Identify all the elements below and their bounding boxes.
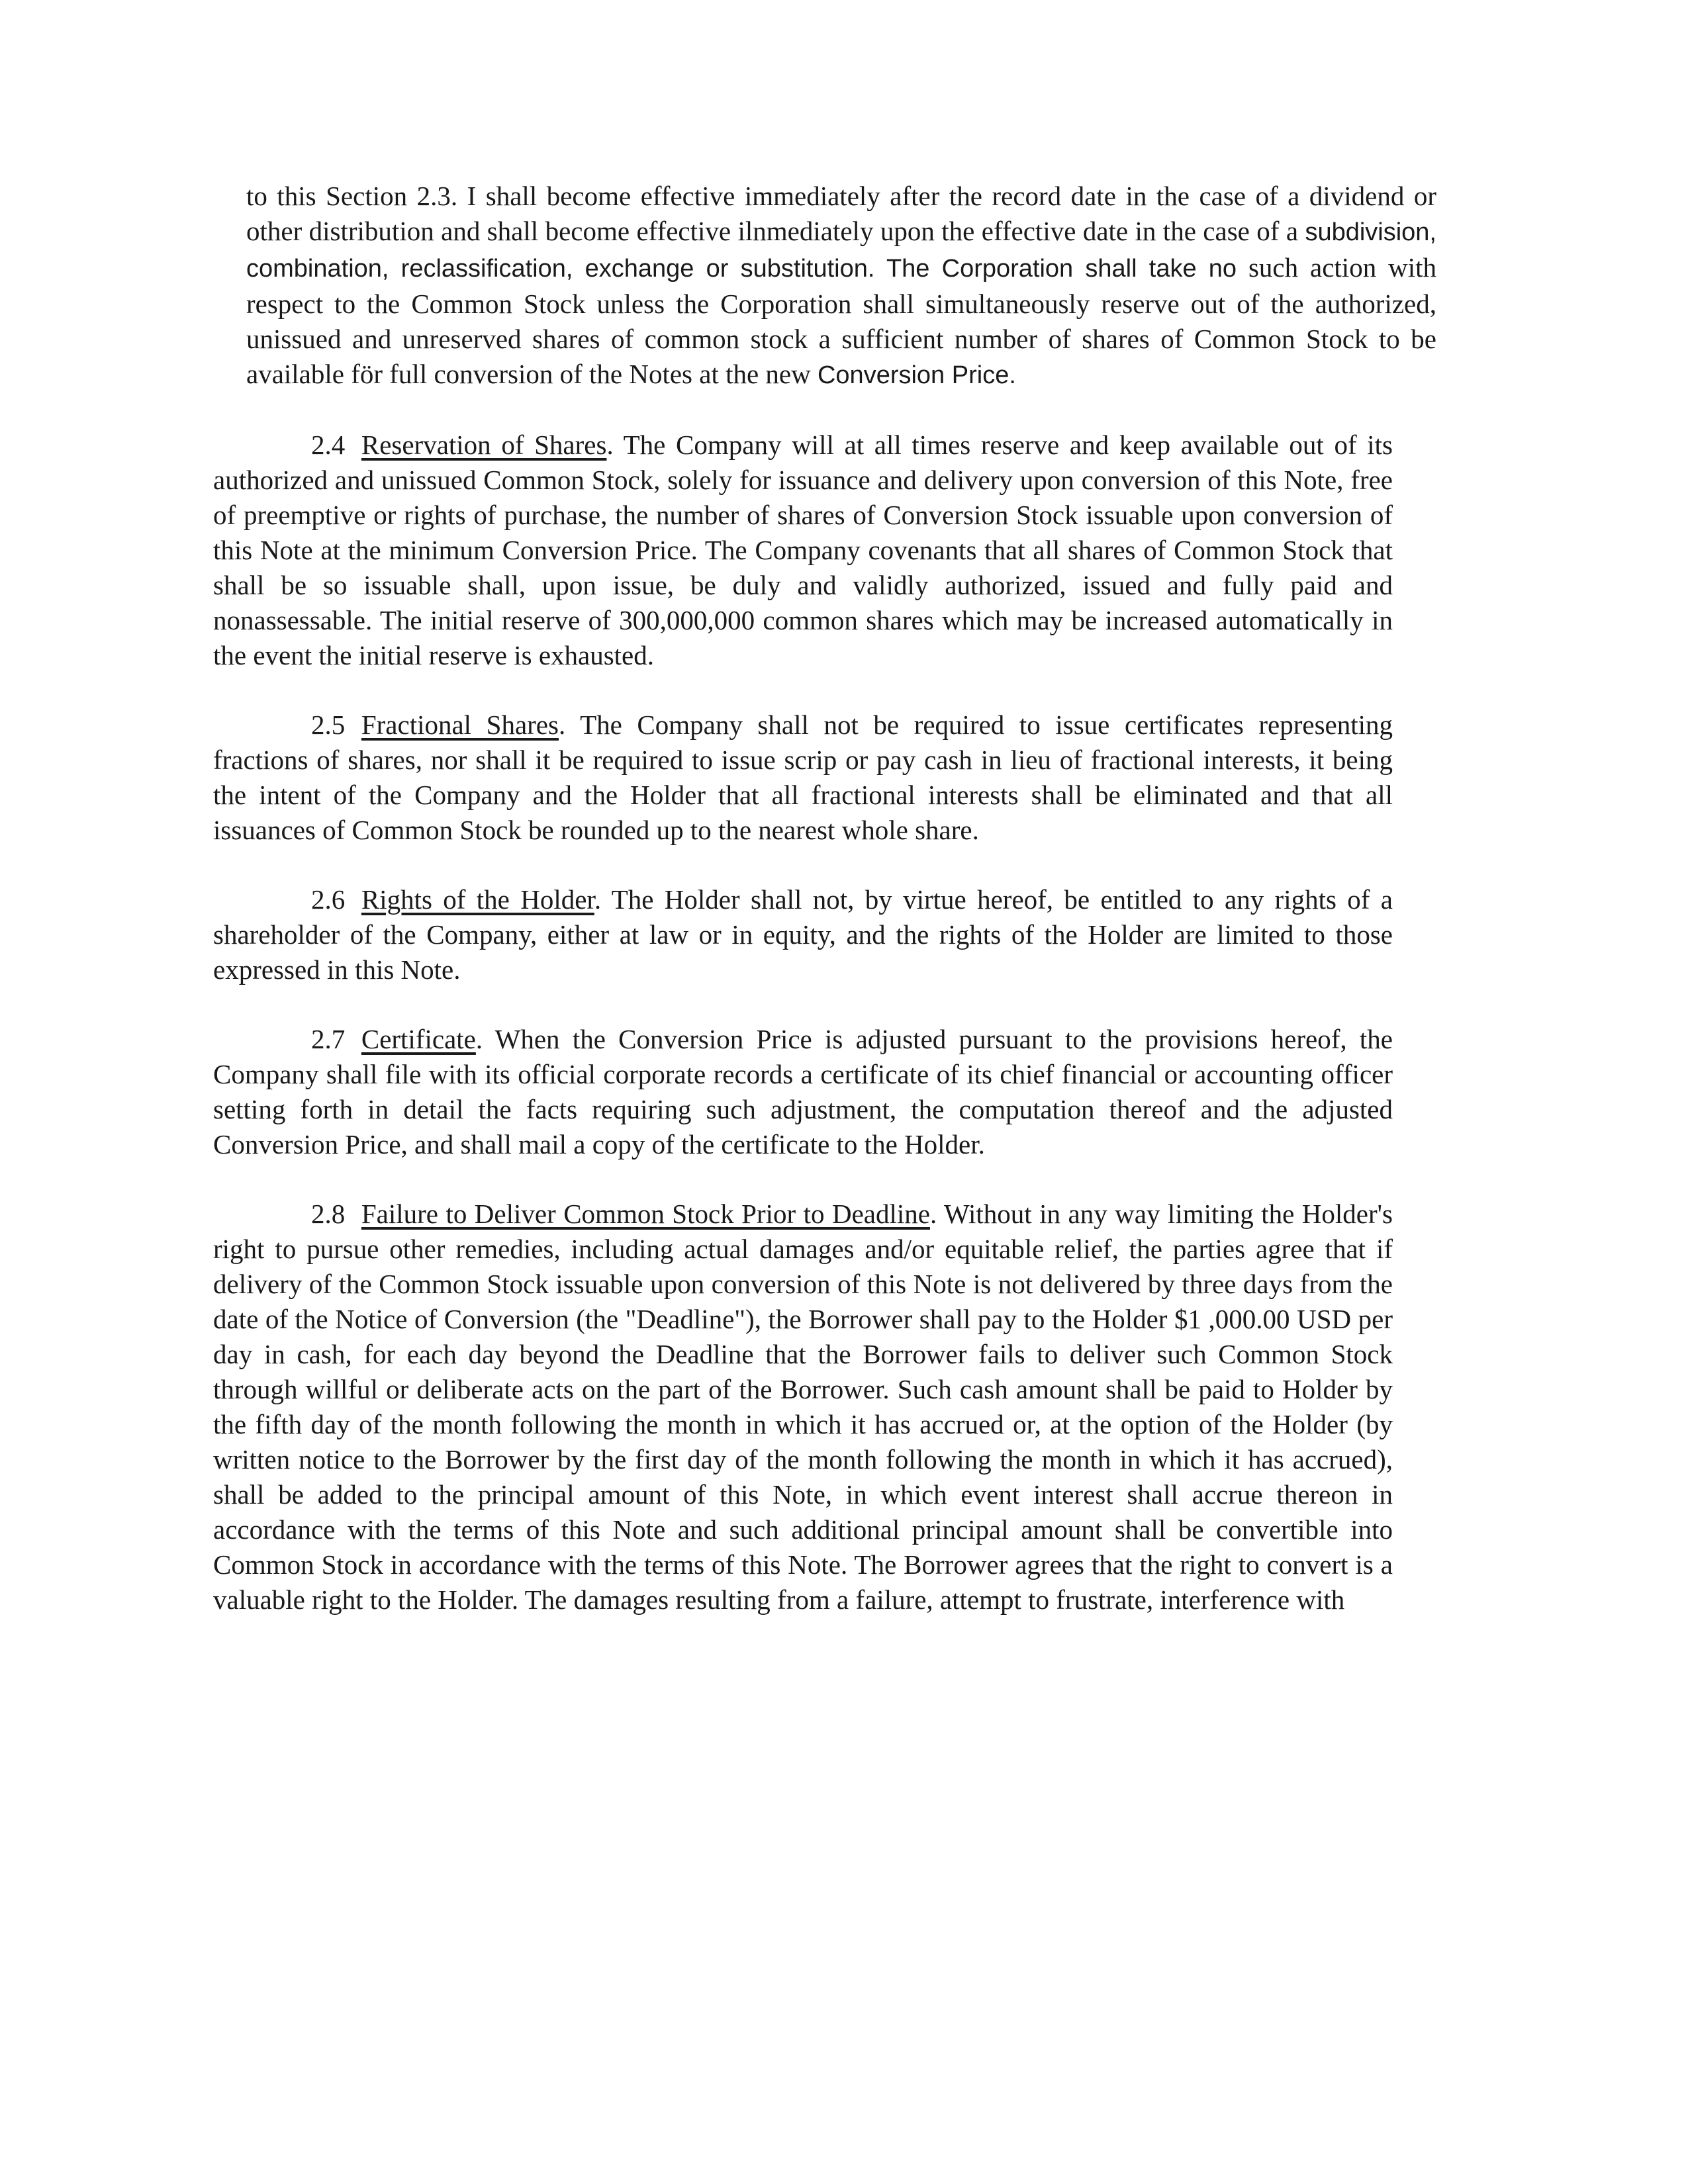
paragraph-text: . The Company shall not be required to issue certificates representing fractions of shares, nor shall it be required to issue scrip or pay cash in lieu of fractional interests, it being the intent of the Company and the Holder that all fractional interests shall be eliminated and that all issuances of Common Stock be rounded up to the nearest whole share. <box>213 709 1393 845</box>
section-heading: Certificate <box>361 1024 476 1054</box>
section-heading: Failure to Deliver Common Stock Prior to Deadline <box>361 1199 930 1229</box>
sec-2-4-reservation-of-shares <box>213 428 1393 673</box>
sec-2-3-continuation <box>246 179 1436 393</box>
section-number: 2.6 <box>311 884 346 915</box>
paragraph-text: to this Section 2.3. I shall become effective immediately after the record date in the case of a dividend or other distribution and shall become effective ilnmediately upon the effective date in the case of a <box>246 181 1436 246</box>
paragraph-text: . Without in any way limiting the Holder's right to pursue other remedies, including actual damages and/or equitable relief, the parties agree that if delivery of the Common Stock issuable upon conversion of this Note is not delivered by three days from the date of the Notice of Conversion (the "Deadline"), the Borrower shall pay to the Holder $1 ,000.00 USD per day in cash, for each day beyond the Deadline that the Borrower fails to deliver such Common Stock through willful or deliberate acts on the part of the Borrower. Such cash amount shall be paid to Holder by the fifth day of the month following the month in which it has accrued or, at the option of the Holder (by written notice to the Borrower by the first day of the month following the month in which it has accrued), shall be added to the principal amount of this Note, in which event interest shall accrue thereon in accordance with the terms of this Note and such additional principal amount shall be convertible into Common Stock in accordance with the terms of this Note. The Borrower agrees that the right to convert is a valuable right to the Holder. The damages resulting from a failure, attempt to frustrate, interference with <box>213 1199 1393 1615</box>
section-number: 2.5 <box>311 709 346 740</box>
sec-2-6-rights-of-the-holder <box>213 882 1393 987</box>
paragraph-text: such action with respect to the Common Stock unless the Corporation shall simultaneously reserve out of the authorized, unissued and unreserved shares of common stock a sufficient number of shares of Common Stock to be available för full conversion of the Notes at the new <box>246 252 1436 389</box>
section-number: 2.4 <box>311 430 346 460</box>
section-number: 2.7 <box>311 1024 346 1054</box>
ocr-clean-text: Conversion Price. <box>817 361 1016 389</box>
sec-2-5-fractional-shares <box>213 707 1393 848</box>
section-heading: Reservation of Shares <box>361 430 607 460</box>
sec-2-8-failure-to-deliver <box>213 1197 1393 1617</box>
document-body <box>213 179 1436 1652</box>
paragraph-text: . When the Conversion Price is adjusted pursuant to the provisions hereof, the Company shall file with its official corporate records a certificate of its chief financial or accounting officer setting forth in detail the facts requiring such adjustment, the computation thereof and the adjusted Conversion Price, and shall mail a copy of the certificate to the Holder. <box>213 1024 1393 1160</box>
sec-2-7-certificate <box>213 1022 1393 1162</box>
paragraph-text: . The Company will at all times reserve and keep available out of its authorized and unissued Common Stock, solely for issuance and delivery upon conversion of this Note, free of preemptive or rights of purchase, the number of shares of Conversion Stock issuable upon conversion of this Note at the minimum Conversion Price. The Company covenants that all shares of Common Stock that shall be so issuable shall, upon issue, be duly and validly authorized, issued and fully paid and nonassessable. The initial reserve of 300,000,000 common shares which may be increased automatically in the event the initial reserve is exhausted. <box>213 430 1393 670</box>
paragraph-text: . The Holder shall not, by virtue hereof, be entitled to any rights of a shareholder of the Company, either at law or in equity, and the rights of the Holder are limited to those expressed in this Note. <box>213 884 1393 985</box>
ocr-clean-text: subdivision, combination, reclassification, exchange or substitution. The Corporation shall take no <box>246 218 1436 283</box>
section-heading: Fractional Shares <box>361 709 559 740</box>
section-heading: Rights of the Holder <box>361 884 594 915</box>
section-number: 2.8 <box>311 1199 346 1229</box>
